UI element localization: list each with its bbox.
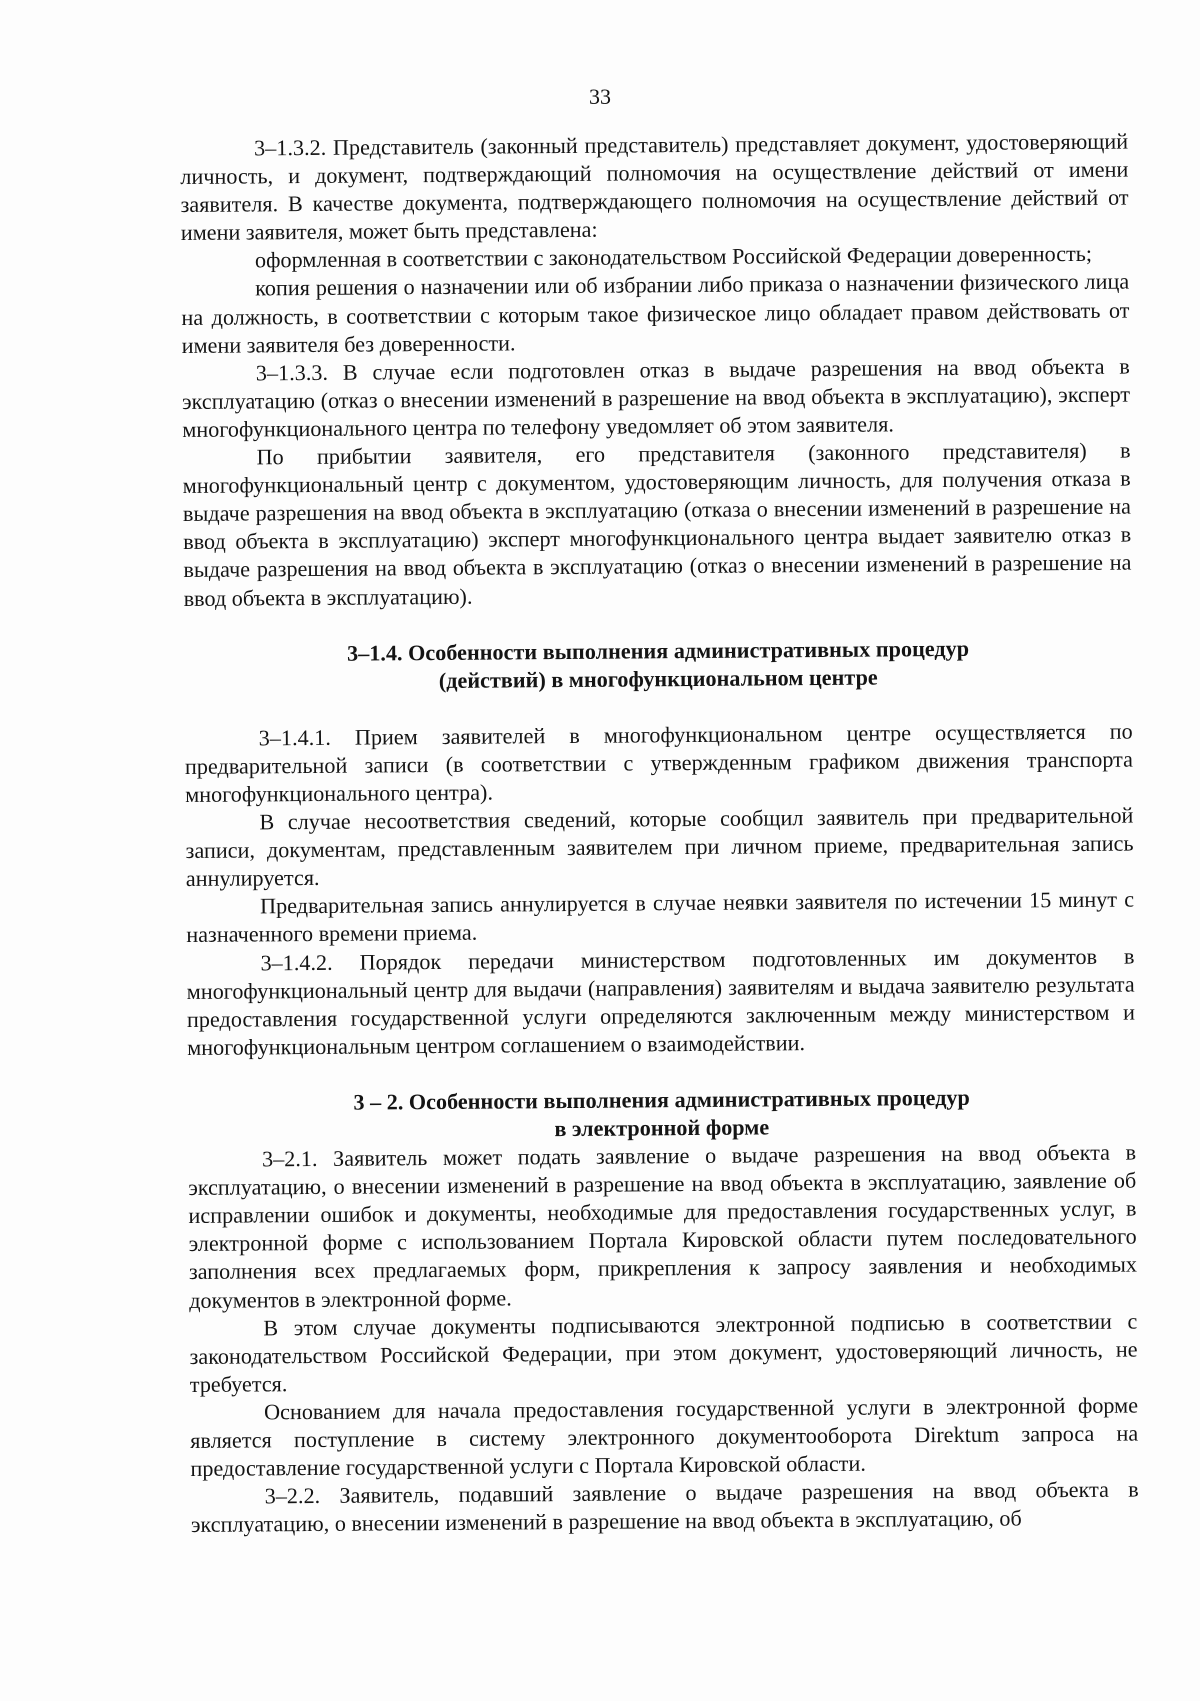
heading-line: 3–1.4. Особенности выполнения административных процедур [346, 635, 970, 666]
heading-line: (действий) в многофункциональном центре [438, 664, 878, 693]
page-number: 33 [589, 84, 611, 109]
paragraph-3-1-4-2: 3–1.4.2. Порядок передачи министерством подготовленных им документов в многофункциональный центр для выдачи (направления) заявителям и выдача заявителю результата предоставления государственной услуги определяются заключенным между министерством и многофункциональным центром соглашением о взаимодействии. [186, 943, 1136, 1060]
document-body [180, 128, 1139, 1540]
paragraph-appointment-copy: копия решения о назначении или об избрании либо приказа о назначении физического лица на должность, в соответствии с которым такое физическое лицо обладает правом действовать от имени заявителя без доверенности. [181, 269, 1130, 358]
heading-line: 3 – 2. Особенности выполнения административных процедур [353, 1084, 970, 1115]
paragraph-3-2-1: 3–2.1. Заявитель может подать заявление о выдаче разрешения на ввод объекта в эксплуатацию, о внесении изменений в разрешение на ввод объекта в эксплуатацию, заявление об исправлении ошибок и документы, необходимые для предоставления государственных услуг, в электронной форме с использованием Портала Кировской области путем последовательного заполнения всех предлагаемых форм, прикрепления к запросу заявления и необходимых документов в электронной форме. [188, 1139, 1137, 1313]
paragraph-electronic-signature: В этом случае документы подписываются электронной подписью в соответствии с законодательством Российской Федерации, при этом документ, удостоверяющий личность, не требуется. [189, 1308, 1138, 1397]
paragraph-3-1-3-3: 3–1.3.3. В случае если подготовлен отказ в выдаче разрешения на ввод объекта в эксплуатацию (отказ о внесении изменений в разрешение на ввод объекта в эксплуатацию), эксперт многофункционального центра по телефону уведомляет об этом заявителя. [181, 353, 1131, 442]
paragraph-mismatch: В случае несоответствия сведений, которые сообщил заявитель при предварительной записи, документам, представленным заявителем при личном приеме, предварительная запись аннулируется. [185, 802, 1134, 892]
heading-line: в электронной форме [554, 1114, 770, 1142]
paragraph-no-show: Предварительная запись аннулируется в случае неявки заявителя по истечении 15 минут с назначенного времени приема. [186, 886, 1135, 948]
paragraph-3-2-2: 3–2.2. Заявитель, подавший заявление о выдаче разрешения на ввод объекта в эксплуатацию, о внесении изменений в разрешение на ввод объекта в эксплуатацию, об [190, 1476, 1139, 1538]
section-heading-3-2 [187, 1082, 1135, 1146]
paragraph-3-1-4-1: 3–1.4.1. Прием заявителей в многофункциональном центре осуществляется по предварительной записи (в соответствии с утвержденным графиком движения транспорта многофункционального центра). [184, 718, 1134, 807]
section-heading-3-1-4 [184, 633, 1132, 697]
paragraph-power-of-attorney: оформленная в соответствии с законодательством Российской Федерации доверенность; [254, 241, 1093, 273]
paragraph-on-arrival: По прибытии заявителя, его представителя (законного представителя) в многофункциональный центр с документом, удостоверяющим личность, для получения отказа в выдаче разрешения на ввод объекта в эксплуатацию (отказа о внесении изменений в разрешение на ввод объекта в эксплуатацию) эксперт многофункционального центра выдает заявителю отказ в выдаче разрешения на ввод объекта в эксплуатацию (отказ о внесении изменений в разрешение на ввод объекта в эксплуатацию). [182, 437, 1132, 611]
paragraph-direktum: Основанием для начала предоставления государственной услуги в электронной форме является поступление в систему электронного документооборота Direktum запроса на предоставление государственной услуги с Портала Кировской области. [190, 1392, 1139, 1482]
paragraph-3-1-3-2: 3–1.3.2. Представитель (законный представитель) представляет документ, удостоверяющий личность, и документ, подтверждающий полномочия на осуществление действий от имени заявителя. В качестве документа, подтверждающего полномочия на осуществление действий от имени заявителя, может быть представлена: [180, 128, 1129, 246]
